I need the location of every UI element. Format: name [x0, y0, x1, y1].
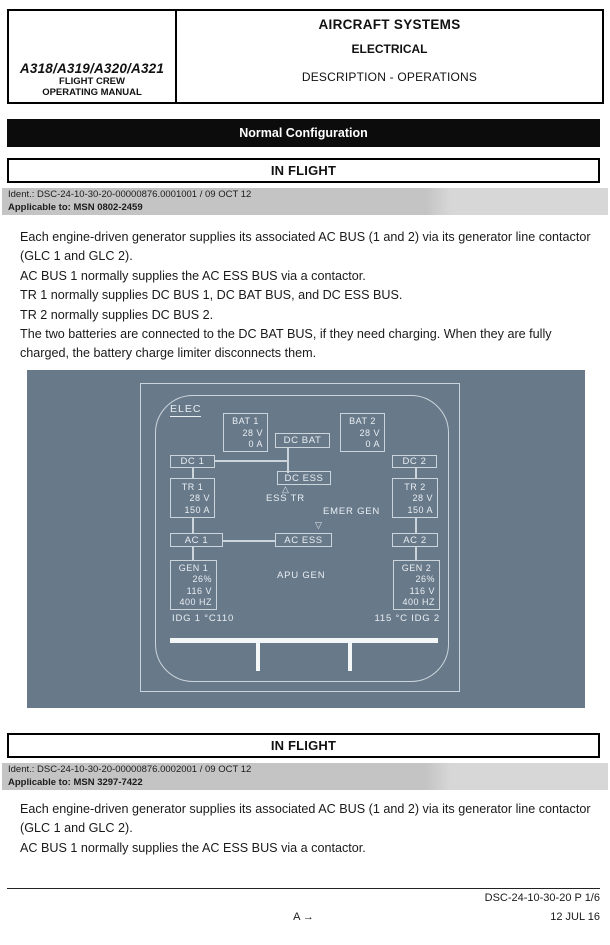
tr1-box [170, 478, 215, 518]
bat2-label: BAT 2 [349, 416, 376, 427]
connector-ac1-gen1 [192, 547, 194, 560]
feeder-tick-left [256, 643, 260, 671]
tr2-current: 150 A [407, 504, 433, 515]
ident-bar-1 [2, 188, 608, 215]
bat2-voltage: 28 V [359, 427, 380, 438]
paragraph: AC BUS 1 normally supplies the AC ESS BUS via a contactor. [20, 268, 366, 283]
feeder-tick-right [348, 643, 352, 671]
ac2-bus-box: AC 2 [392, 533, 438, 547]
footer-divider [7, 888, 600, 889]
tr1-label: TR 1 [181, 481, 204, 492]
body-text-1 [20, 228, 593, 364]
tr2-label: TR 2 [404, 481, 426, 492]
connector-tr1-ac1 [192, 518, 194, 533]
tr1-current: 150 A [184, 504, 210, 515]
ess-tr-arrow-icon: △ [282, 484, 289, 494]
dc-bat-bus-box: DC BAT [275, 433, 330, 448]
paragraph: TR 2 normally supplies DC BUS 2. [20, 307, 214, 322]
connector-dc1-tr1 [192, 468, 194, 478]
inflight-heading-2: IN FLIGHT [7, 733, 600, 758]
manual-header-left [9, 11, 177, 102]
gen1-box [170, 560, 217, 610]
ident-bar-2 [2, 763, 608, 790]
applicable-text-2: Applicable to: MSN 3297-7422 [8, 776, 143, 788]
dc2-bus-box: DC 2 [392, 455, 437, 468]
inflight-heading-1: IN FLIGHT [7, 158, 600, 183]
connector-ac2-gen2 [415, 547, 417, 560]
emer-gen-label: EMER GEN [323, 506, 381, 517]
idg1-label: IDG 1 °C110 [172, 613, 235, 624]
footer-continuation: A → [293, 911, 314, 923]
bat2-box [340, 413, 385, 452]
paragraph: Each engine-driven generator supplies its associated AC BUS (1 and 2) via its generator line contactor (GLC 1 and GLC 2). [20, 230, 591, 264]
gen1-voltage: 116 V [186, 585, 212, 596]
systems-title: AIRCRAFT SYSTEMS [318, 17, 461, 32]
gen2-box [393, 560, 440, 610]
tr2-box [392, 478, 438, 518]
bat1-box [223, 413, 268, 452]
gen2-label: GEN 2 [401, 563, 432, 574]
bat1-current: 0 A [248, 438, 263, 449]
ident-text-2: Ident.: DSC-24-10-30-20-00000876.0002001 / 09 OCT 12 [8, 764, 252, 775]
gen1-frequency: 400 HZ [179, 596, 212, 607]
emer-gen-arrow-icon: ▽ [315, 520, 322, 530]
dc-ess-bus-box: DC ESS [277, 471, 331, 485]
connector-dc2-tr2 [415, 468, 417, 478]
footer-date: 12 JUL 16 [550, 911, 600, 923]
elec-page-title: ELEC [170, 403, 202, 415]
ident-text-1: Ident.: DSC-24-10-30-20-00000876.0001001 / 09 OCT 12 [8, 189, 252, 200]
paragraph: Each engine-driven generator supplies its associated AC BUS (1 and 2) via its generator line contactor (GLC 1 and GLC 2). [20, 802, 591, 836]
gen2-voltage: 116 V [409, 585, 435, 596]
connector-dc1-dcbat [215, 460, 288, 462]
bat2-current: 0 A [365, 438, 380, 449]
chapter-title: ELECTRICAL [351, 42, 428, 56]
config-title-bar: Normal Configuration [7, 119, 600, 147]
bat1-label: BAT 1 [232, 416, 259, 427]
applicable-text-1: Applicable to: MSN 0802-2459 [8, 201, 143, 213]
manual-title-line1: FLIGHT CREW [59, 76, 125, 87]
aircraft-model: A318/A319/A320/A321 [19, 61, 165, 76]
section-title: DESCRIPTION - OPERATIONS [301, 70, 478, 84]
manual-header [7, 9, 604, 104]
manual-header-right [177, 11, 602, 102]
gen2-load: 26% [415, 574, 435, 585]
tr2-voltage: 28 V [412, 493, 433, 503]
footer-doc-ref: DSC-24-10-30-20 P 1/6 [484, 892, 600, 904]
manual-title-line2: OPERATING MANUAL [42, 87, 142, 98]
paragraph: AC BUS 1 normally supplies the AC ESS BUS via a contactor. [20, 840, 366, 855]
ac1-bus-box: AC 1 [170, 533, 223, 547]
gen1-label: GEN 1 [178, 563, 209, 574]
apu-gen-label: APU GEN [277, 570, 326, 581]
paragraph: The two batteries are connected to the DC BAT BUS, if they need charging. When they are fully charged, the battery charge limiter disconnects them. [20, 327, 552, 361]
ess-tr-label: ESS TR [266, 493, 305, 504]
ac-ess-bus-box: AC ESS [275, 533, 332, 547]
feeder-bus-bar [170, 638, 438, 643]
idg2-label: 115 °C IDG 2 [374, 613, 440, 624]
dc1-bus-box: DC 1 [170, 455, 215, 468]
gen2-frequency: 400 HZ [402, 596, 435, 607]
body-text-2 [20, 800, 593, 858]
connector-tr2-ac2 [415, 518, 417, 533]
connector-ac1-acess [223, 540, 275, 542]
bat1-voltage: 28 V [242, 427, 263, 438]
paragraph: TR 1 normally supplies DC BUS 1, DC BAT BUS, and DC ESS BUS. [20, 288, 403, 303]
tr1-voltage: 28 V [189, 493, 210, 503]
gen1-load: 26% [192, 574, 212, 585]
ecam-elec-diagram [27, 370, 585, 708]
footer-row [7, 911, 600, 923]
